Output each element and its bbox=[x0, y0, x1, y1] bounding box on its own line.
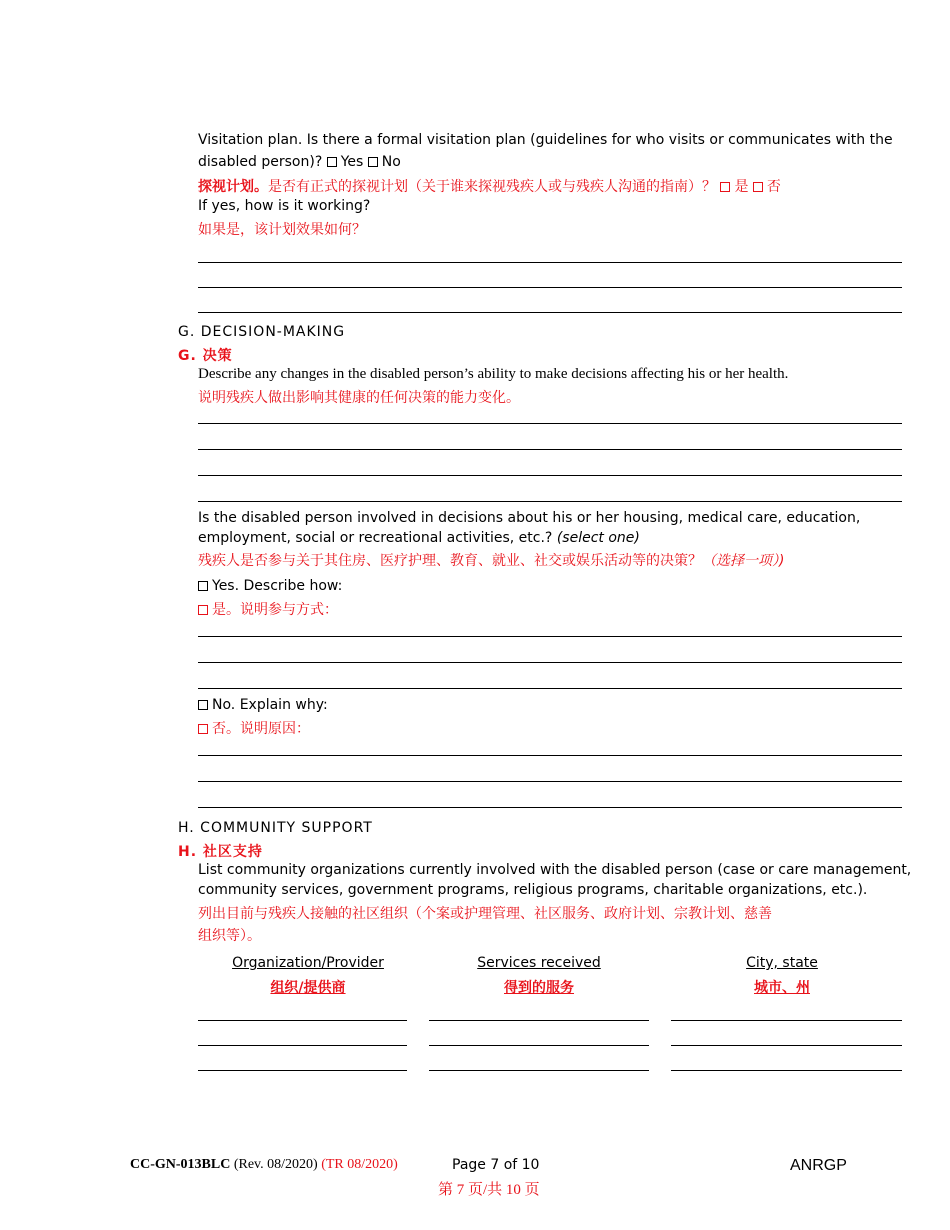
visitation-followup-en: If yes, how is it working? bbox=[198, 198, 371, 214]
column-header-organization: Organization/Provider bbox=[232, 955, 384, 971]
organization-entry-line[interactable] bbox=[198, 1070, 407, 1071]
involved-question-en-line2 bbox=[198, 530, 640, 546]
city-state-entry-line[interactable] bbox=[671, 1045, 902, 1046]
yes-describe-line[interactable] bbox=[198, 636, 902, 637]
no-option-zh-row bbox=[198, 718, 310, 738]
decision-answer-line[interactable] bbox=[198, 501, 902, 502]
visitation-yes-label-zh: 是 bbox=[734, 179, 749, 195]
no-option-row bbox=[198, 697, 328, 713]
yes-option-row bbox=[198, 578, 342, 594]
visitation-no-checkbox-zh[interactable] bbox=[753, 182, 763, 192]
visitation-question-en-2: disabled person)? bbox=[198, 154, 323, 170]
section-h-heading: H. COMMUNITY SUPPORT bbox=[178, 820, 373, 836]
column-header-city-state-zh: 城市、州 bbox=[754, 980, 810, 996]
visitation-answer-line[interactable] bbox=[198, 287, 902, 288]
involved-question-en-1: Is the disabled person involved in decisions about his or her housing, medical care, education, bbox=[198, 510, 861, 526]
yes-describe-line[interactable] bbox=[198, 688, 902, 689]
involved-yes-checkbox[interactable] bbox=[198, 581, 208, 591]
visitation-yes-checkbox[interactable] bbox=[327, 157, 337, 167]
section-g-heading-zh: G. 决策 bbox=[178, 348, 233, 364]
footer-form-id-line bbox=[130, 1157, 398, 1173]
city-state-entry-line[interactable] bbox=[671, 1070, 902, 1071]
visitation-question-en-line2 bbox=[198, 154, 401, 170]
visitation-no-checkbox[interactable] bbox=[368, 157, 378, 167]
section-g-describe-zh: 说明残疾人做出影响其健康的任何决策的能力变化。 bbox=[198, 390, 520, 406]
section-g-heading: G. DECISION-MAKING bbox=[178, 324, 346, 340]
involved-question-en-2: employment, social or recreational activities, etc.? bbox=[198, 530, 553, 546]
column-header-city-state: City, state bbox=[746, 955, 818, 971]
services-entry-line[interactable] bbox=[429, 1070, 649, 1071]
involved-no-checkbox-zh[interactable] bbox=[198, 724, 208, 734]
involved-question-zh-line bbox=[198, 550, 784, 570]
organization-entry-line[interactable] bbox=[198, 1045, 407, 1046]
section-h-list-zh-1: 列出目前与残疾人接触的社区组织（个案或护理管理、社区服务、政府计划、宗教计划、慈善 bbox=[198, 906, 772, 922]
footer-tr: (TR 08/2020) bbox=[321, 1157, 398, 1172]
footer-rev: (Rev. 08/2020) bbox=[233, 1157, 318, 1172]
city-state-entry-line[interactable] bbox=[671, 1020, 902, 1021]
column-header-services: Services received bbox=[477, 955, 601, 971]
column-header-services-zh: 得到的服务 bbox=[504, 980, 574, 996]
visitation-no-label-zh: 否 bbox=[766, 179, 781, 195]
yes-option-en: Yes. Describe how: bbox=[212, 578, 343, 594]
yes-describe-line[interactable] bbox=[198, 662, 902, 663]
no-option-en: No. Explain why: bbox=[212, 697, 328, 713]
yes-option-zh-row bbox=[198, 599, 338, 619]
no-explain-line[interactable] bbox=[198, 807, 902, 808]
footer-code: ANRGP bbox=[790, 1157, 847, 1174]
decision-answer-line[interactable] bbox=[198, 423, 902, 424]
section-h-list-en-1: List community organizations currently involved with the disabled person (case or care management, bbox=[198, 862, 912, 878]
footer-page-en: Page 7 of 10 bbox=[452, 1157, 540, 1173]
column-header-organization-zh: 组织/提供商 bbox=[270, 980, 346, 996]
no-explain-line[interactable] bbox=[198, 781, 902, 782]
visitation-answer-line[interactable] bbox=[198, 312, 902, 313]
select-one-zh: （选择一项）) bbox=[702, 553, 785, 569]
no-explain-line[interactable] bbox=[198, 755, 902, 756]
visitation-no-label: No bbox=[381, 154, 401, 170]
involved-no-checkbox[interactable] bbox=[198, 700, 208, 710]
services-entry-line[interactable] bbox=[429, 1020, 649, 1021]
select-one-en: (select one) bbox=[556, 530, 640, 546]
visitation-question-en: Visitation plan. Is there a formal visitation plan (guidelines for who visits or communicates with the bbox=[198, 132, 893, 148]
yes-option-zh: 是。说明参与方式： bbox=[212, 602, 338, 618]
visitation-yes-label: Yes bbox=[340, 154, 364, 170]
decision-answer-line[interactable] bbox=[198, 475, 902, 476]
services-entry-line[interactable] bbox=[429, 1045, 649, 1046]
visitation-yes-checkbox-zh[interactable] bbox=[720, 182, 730, 192]
visitation-question-zh: 是否有正式的探视计划（关于谁来探视残疾人或与残疾人沟通的指南）？ bbox=[268, 179, 716, 195]
visitation-followup-zh: 如果是，该计划效果如何？ bbox=[198, 222, 366, 238]
visitation-question-zh-line bbox=[198, 176, 781, 196]
visitation-title-zh: 探视计划。 bbox=[198, 179, 268, 195]
section-h-list-en-2: community services, government programs, religious programs, charitable organizations, etc.). bbox=[198, 882, 868, 898]
section-g-describe-en: Describe any changes in the disabled person’s ability to make decisions affecting his or her health. bbox=[198, 366, 789, 382]
organization-entry-line[interactable] bbox=[198, 1020, 407, 1021]
visitation-answer-line[interactable] bbox=[198, 262, 902, 263]
section-h-heading-zh: H. 社区支持 bbox=[178, 844, 263, 860]
footer-page-zh: 第 7 页/共 10 页 bbox=[438, 1182, 540, 1198]
section-h-list-zh-2: 组织等）。 bbox=[198, 928, 261, 944]
no-option-zh: 否。说明原因： bbox=[212, 721, 310, 737]
footer-form-id: CC-GN-013BLC bbox=[130, 1157, 231, 1172]
decision-answer-line[interactable] bbox=[198, 449, 902, 450]
involved-question-zh: 残疾人是否参与关于其住房、医疗护理、教育、就业、社交或娱乐活动等的决策？ bbox=[198, 553, 702, 569]
involved-yes-checkbox-zh[interactable] bbox=[198, 605, 208, 615]
